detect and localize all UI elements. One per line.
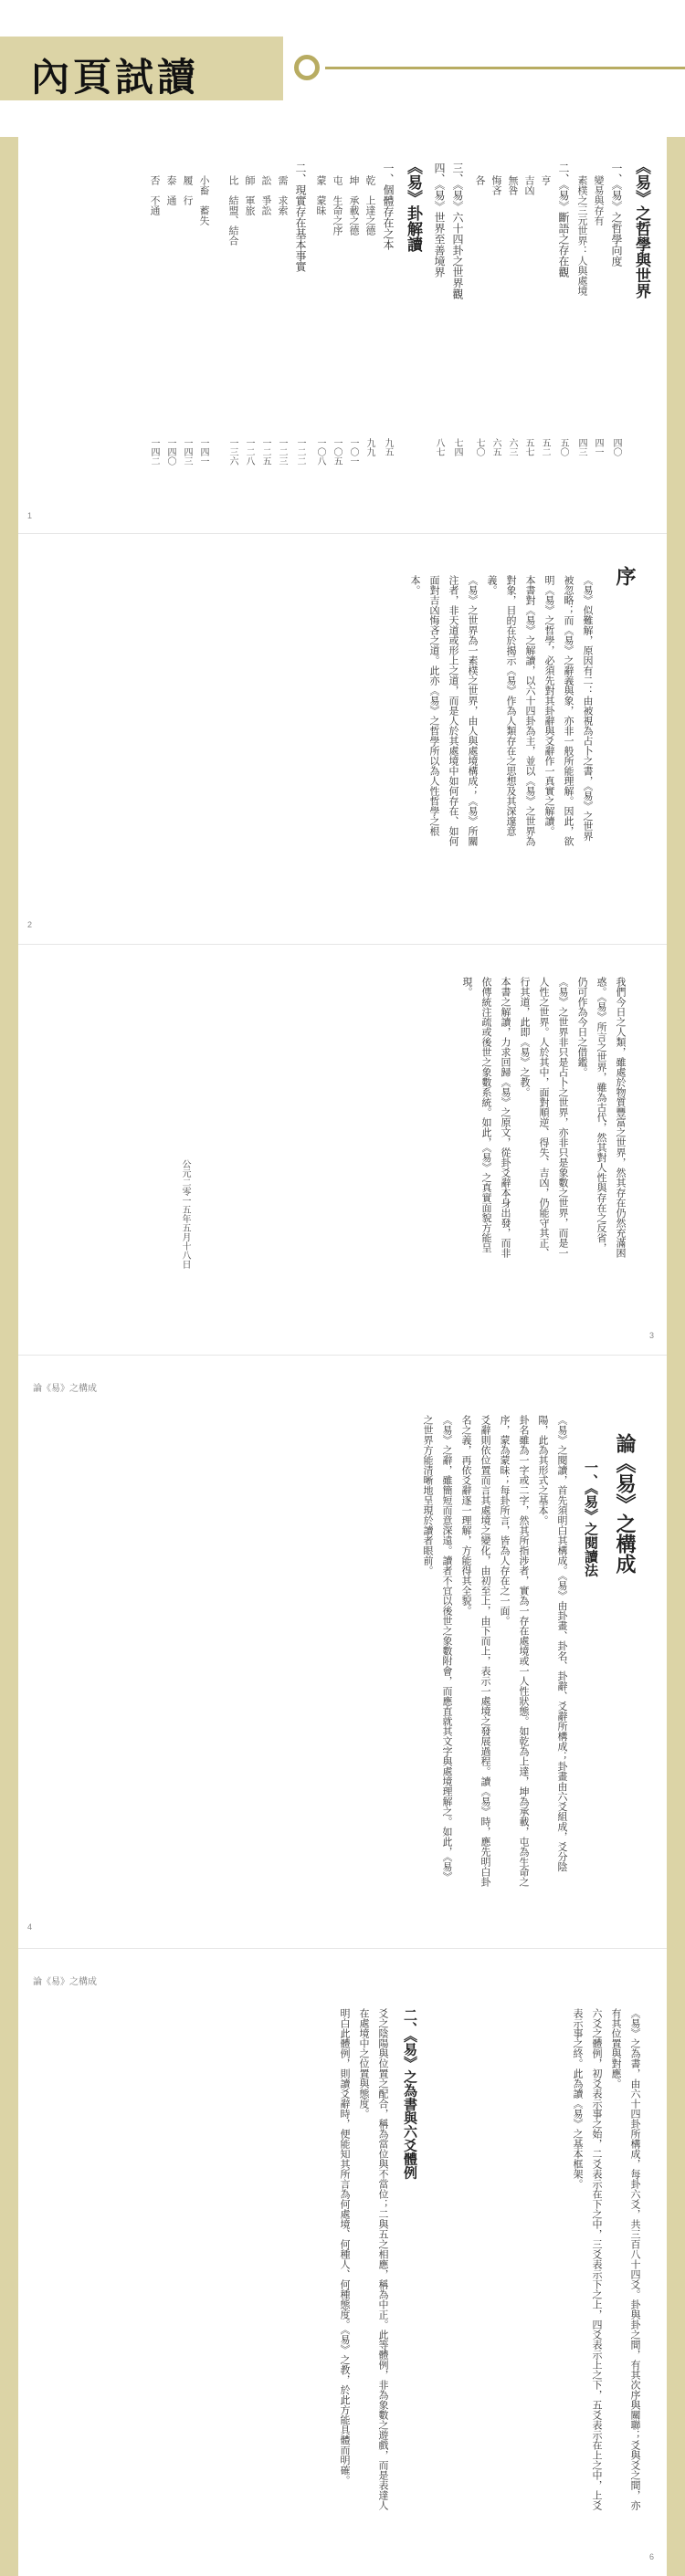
paragraph: 《易》之世界非只是占卜之世界，亦非只是象數之世界，而是一人性之世界。人於其中，面對順逆、得失、吉凶，仍能守其正、行其道，此即《易》之教。: [519, 977, 569, 1258]
toc-page-number: 七四: [452, 438, 462, 456]
paragraph: 《易》之閱讀，首先須明白其構成。《易》由卦畫、卦名、卦辭、爻辭所構成；卦畫由六爻組成，爻分陰陽，此為其形式之基本。: [537, 1415, 568, 1872]
left-decor-band: [0, 137, 18, 2576]
paragraph: 卦名雖為一字或二字，然其所指涉者，實為一存在處境或一人性狀態。如乾為上達，坤為承載，屯為生命之序，蒙為蒙昧；每卦所言，皆為人存在之一面。: [499, 1415, 530, 1887]
paragraph: 我們今日之人類，雖處於物質豐富之世界，然其存在仍然充滿困惑。《易》所言之世界，雖為古代，然其對人性與存在之反省，仍可作為今日之借鑑。: [576, 977, 627, 1258]
paragraph: 《易》似難解，原因有二：由被視為占卜之書，《易》之世界被忽略；而《易》之辭義與象，亦非一般所能理解。因此，欲明《易》之哲學，必須先對其卦辭與爻辭作一真實之解讀。: [543, 575, 594, 846]
paragraph: 《易》之世界為一素樸之世界，由人與處境構成；《易》所關注者，非天道或形上之道，而是人於其處境中如何存在、如何面對吉凶悔吝之道。此亦《易》之哲學所以為人性哲學之根本。: [409, 575, 479, 846]
toc-item: 二、現實存在基本事實: [294, 162, 307, 272]
toc-page-number: 一四三: [182, 438, 192, 466]
toc-item: 師 軍旅: [244, 175, 256, 215]
toc-page-number: 一二五: [260, 438, 270, 466]
running-head: 論《易》之構成: [33, 1977, 97, 1987]
toc-item: 比 結盟、結合: [227, 175, 239, 246]
chapter-title: 論《易》之構成: [613, 1433, 637, 1574]
chapter-continued-page: [18, 1953, 667, 2576]
page-divider: [18, 944, 667, 945]
toc-item: 無咎: [507, 175, 519, 195]
toc-item: 三、《易》六十四卦之世界觀: [451, 162, 464, 299]
preface-body: [305, 575, 597, 849]
toc-chapter1-title: 《易》之哲學與世界: [632, 159, 650, 298]
paragraph: 六爻之體例，初爻表示事之始，二爻表示在下之中，三爻表示下之上，四爻表示上之下，五爻表示在上之中，上爻表示事之終。此為讀《易》之基本框架。: [572, 2008, 603, 2510]
toc-item: 蒙 蒙昧: [315, 175, 327, 215]
page-number: 4: [27, 1922, 33, 1932]
toc-item: 悔吝: [490, 175, 502, 195]
paragraph: 爻之陰陽與位置之配合，稱為當位與不當位；二與五之相應，稱為中正。此等體例，非為象數之遊戲，而是表達人在處境中之位置與態度。: [358, 2008, 389, 2510]
toc-item: 四、《易》世界至善境界: [433, 162, 446, 277]
toc-item: 屯 生命之序: [332, 175, 343, 236]
toc-page-number: 一〇八: [315, 438, 325, 466]
paragraph: 爻辭則依位置而言其處境之變化，由初至上，由下而上，表示一處境之發展過程。讀《易》時，應先明白卦名之義，再依爻辭逐一理解，方能得其全貌。: [460, 1415, 491, 1887]
toc-item: 素樸之三元世界：人與處境: [576, 175, 588, 296]
page-divider: [18, 1355, 667, 1356]
paragraph: 本書對《易》之解讀，以六十四卦為主，並以《易》之世界為對象，目的在於揭示《易》作為人類存在之思想及其深邃意義。: [486, 575, 536, 846]
chapter-page: [18, 1360, 667, 1944]
right-decor-band: [667, 137, 685, 2576]
toc-page-number: 一〇一: [348, 438, 358, 466]
toc-page-number: 一〇五: [332, 438, 342, 466]
page-number: 6: [648, 2552, 654, 2561]
toc-page-number: 六五: [490, 438, 501, 456]
page-number: 3: [648, 1331, 654, 1340]
toc-item: 一、個體存在之本: [382, 162, 395, 250]
toc-item: 需 求索: [277, 175, 289, 215]
page-number: 1: [27, 511, 33, 520]
toc-page-number: 五二: [540, 438, 550, 456]
toc-item: 變易與存有: [593, 175, 605, 225]
chapter-body: [46, 2008, 393, 2519]
toc-page-number: 九九: [364, 438, 374, 456]
preface-body: [192, 977, 630, 1260]
page-number: 2: [27, 920, 33, 929]
section-heading: 一、《易》之閱讀法: [583, 1461, 599, 1577]
toc-item: 二、《易》斷語之存在觀: [557, 162, 570, 277]
toc-page-number: 四〇: [611, 438, 621, 456]
toc-page-number: 六三: [507, 438, 517, 456]
toc-page-number: 一四一: [198, 438, 208, 466]
toc-item: 小畜 蓄失: [198, 175, 210, 225]
header-rule: [325, 67, 685, 69]
page-header: [0, 0, 685, 137]
toc-page-number: 五〇: [558, 438, 568, 456]
preface-date: 公元二零一五年五月十八日: [180, 1159, 190, 1269]
page-divider: [18, 533, 667, 534]
paragraph: 《易》之辭，雖簡短而意深遠。讀者不宜以後世之象數附會，而應直就其文字與處境理解之。如此，《易》之世界方能清晰地呈現於讀者眼前。: [422, 1415, 453, 1882]
toc-page-number: 一二二: [295, 438, 305, 466]
running-head: 論《易》之構成: [33, 1384, 97, 1394]
toc-item: 一、《易》之哲學向度: [610, 162, 623, 267]
paragraph: 《易》之為書，由六十四卦所構成，每卦六爻，共三百八十四爻。卦與卦之間，有其次序與關聯；爻與爻之間，亦有其位置與對應。: [610, 2008, 641, 2510]
paragraph: 明白此體例，則讀爻辭時，便能知其所言為何處境、何種人、何種態度。《易》之教，於此方能具體而明確。: [339, 2008, 351, 2486]
chapter-body: [429, 2008, 645, 2519]
chapter-body: [60, 1415, 572, 1890]
section-heading: 二、《易》之為書與六爻體例: [402, 2008, 418, 2180]
page-title: 內頁試讀: [31, 55, 200, 99]
toc-item: 乾 上達之德: [364, 175, 376, 236]
preface-title: 序: [613, 566, 637, 586]
toc-page-number: 一四〇: [165, 438, 175, 466]
preface-continued-page: [18, 949, 667, 1351]
paragraph: 本書之解讀，力求回歸《易》之原文，從卦爻辭本身出發，而非依傳統注疏或後世之象數系統。如此，《易》之真實面貌方能呈現。: [461, 977, 511, 1258]
toc-page: [18, 137, 667, 529]
toc-page-number: 一四二: [149, 438, 159, 466]
circle-ornament-icon: [294, 55, 320, 80]
toc-page-number: 八七: [434, 438, 444, 456]
toc-page-number: 七〇: [474, 438, 484, 456]
toc-item: 吉凶: [523, 175, 535, 195]
toc-item: 各: [474, 175, 486, 185]
toc-page-number: 四一: [593, 438, 603, 456]
toc-item: 否 不通: [149, 175, 161, 215]
toc-item: 履 行: [182, 175, 194, 205]
toc-item: 訟 爭訟: [260, 175, 272, 215]
toc-page-number: 一三六: [227, 438, 237, 466]
toc-page-number: 五七: [523, 438, 533, 456]
toc-chapter2-title: 《易》卦解讀: [404, 159, 422, 252]
toc-page-number: 一二八: [244, 438, 254, 466]
toc-page-number: 九五: [383, 438, 393, 456]
page-divider: [18, 1948, 667, 1949]
toc-page-number: 一二三: [277, 438, 287, 466]
preface-page: [18, 539, 667, 940]
toc-item: 坤 承載之德: [348, 175, 360, 236]
toc-page-number: 四三: [576, 438, 586, 456]
toc-item: 亨: [540, 175, 552, 185]
toc-item: 泰 通: [165, 175, 177, 205]
